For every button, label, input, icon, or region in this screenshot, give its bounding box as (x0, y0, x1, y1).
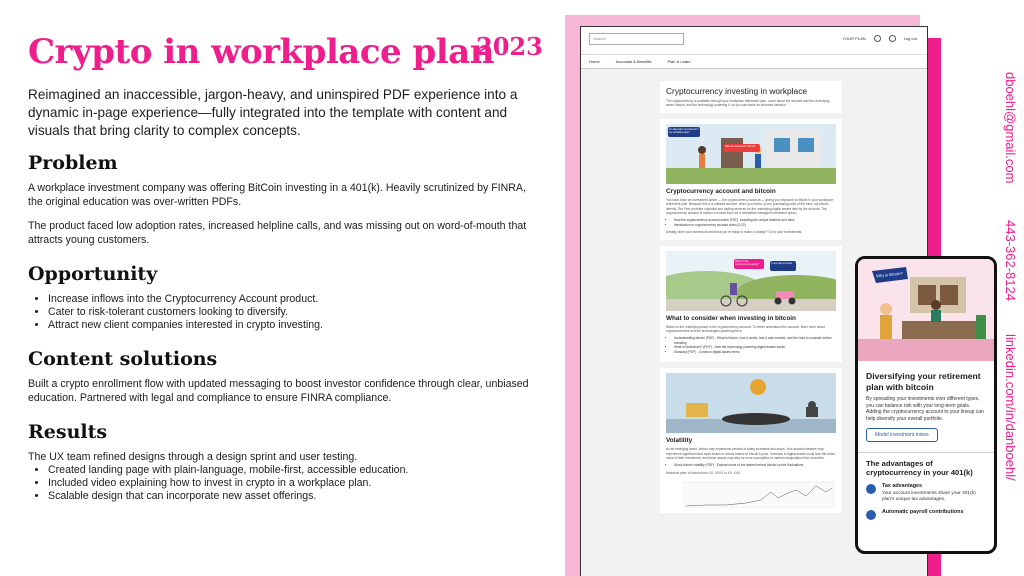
opportunity-heading: Opportunity (28, 263, 158, 285)
link-item[interactable]: • Understanding bitcoin (PDF) - What is bitcoin, how it works, how it was created, and the risks to consider before investing (674, 336, 836, 345)
page-content (660, 81, 842, 519)
opportunity-list (42, 293, 522, 332)
link-item[interactable]: • About bitcoin volatility (PDF) - Explore some of the factors behind bitcoin's price fluctuations (674, 463, 836, 467)
list-item (866, 509, 986, 520)
content-title: Cryptocurrency investing in workplace (666, 86, 808, 96)
mobile-subheading: The advantages of cryptocurrency in your 401(k) (866, 459, 973, 478)
intro-text: Reimagined an inaccessible, jargon-heavy, and uninspired PDF experience into a dynamic in-page experience—fully integrated into the template with content and visuals that bring clarity to complex concepts. (28, 87, 518, 138)
payroll-icon (866, 510, 876, 520)
results-list (42, 464, 522, 503)
item-title: Automatic payroll contributions (882, 509, 964, 516)
section-title: What to consider when investing in bitcoin (666, 314, 796, 322)
list-item: • Scalable design that can incorporate new asset offerings. (48, 490, 522, 503)
link-item[interactable]: • How the cryptocurrency account works (PDF), including the unique features and risks (674, 218, 836, 222)
search-input[interactable]: Search (589, 33, 684, 45)
nav-home[interactable]: Home (589, 59, 600, 64)
list-item: • Attract new client companies interested in crypto investing. (48, 319, 522, 332)
results-heading: Results (28, 421, 108, 443)
chat-icon[interactable] (874, 35, 881, 42)
problem-text-2: The product faced low adoption rates, increased helpline calls, and was missing out on word-of-mouth that attracts young customers. (28, 220, 527, 246)
section-volatility (660, 368, 842, 513)
page-title: Crypto in workplace plan (28, 32, 494, 72)
browser-header (581, 27, 927, 55)
speech-bubble: Where is the cryptocurrency going? (735, 259, 759, 266)
email-link[interactable]: dboehl@gmail.com (1003, 72, 1018, 184)
section-text: You have have an investment option — the cryptocurrency account — giving you exposure to bitcoin in your workplace retirement plan. Because this is a unitized account, when you invest, you're purchasing units of the fund, not bitcoin directly. The Firm provides custodial and trading services for the underlying digital assets held by the account. The cryptocurrency account is neither a mutual fund nor a diversified managed investment option. (666, 197, 834, 216)
linkedin-link[interactable]: linkedin.com/in/danboehl/ (1003, 334, 1018, 481)
year-label: 2023 (476, 32, 543, 61)
nav-accounts[interactable]: Accounts & Benefits (615, 59, 652, 64)
section-text: As an emerging asset, bitcoin may experience periods of sharp increases and drops. Your account balance may experience significant and rapid losses in values based on bitcoin's price. Investors in digital assets could lose the entire value of their investment, and these assets may also be more susceptible to market manipulation than securities. (666, 447, 836, 460)
profile-icon[interactable] (889, 35, 896, 42)
section-crypto-account (660, 119, 842, 240)
title-card (660, 81, 842, 113)
solutions-text: Built a crypto enrollment flow with updated messaging to boost investor confidence through clear, unbiased education. Partnered with legal and compliance to ensure FINRA compliance. (28, 378, 529, 404)
phone-number[interactable]: 443-362-8124 (1003, 220, 1018, 301)
header-actions (843, 35, 917, 42)
solutions-heading: Content solutions (28, 348, 218, 370)
list-item (866, 483, 986, 503)
link-item[interactable]: • What is blockchain? (PDF) - How the technology powering digital assets works (674, 345, 836, 349)
content-intro: The cryptocurrency is available through your workplace retirement plan. Learn about the account and the underlying asset, bitcoin, and the technology powering it, so you can make an informed decision. (666, 99, 830, 108)
speech-bubble: Now we can invest in bitcoin! (725, 144, 756, 148)
list-item: • Included video explaining how to invest in crypto in a workplace plan. (48, 477, 522, 490)
results-text: The UX team refined designs through a design sprint and user testing. (28, 451, 358, 463)
problem-heading: Problem (28, 152, 118, 174)
list-item: • Cater to risk-tolerant customers looking to diversify. (48, 306, 522, 319)
browser-nav (581, 55, 927, 69)
mobile-text: By spreading your investments over different types, you can balance risk with your long-term goals. Adding the cryptocurrency account to your lineup can help diversify your overall portfolio. (866, 396, 984, 422)
speech-bubble: An alternative investment in my workplace plan! (669, 127, 699, 134)
chart-caption: Historical price of bitcoin from XX, XXXX to XX, XXX (666, 470, 741, 475)
tax-icon (866, 484, 876, 494)
list-item: • Created landing page with plain-language, mobile-first, accessible education. (48, 464, 522, 477)
item-title: Tax advantages (882, 483, 923, 490)
section-text: Bitcoin is the underlying asset in the cryptocurrency account. To better understand the account, learn more about cryptocurrencies and the technologies powering them. (666, 324, 825, 334)
illustration-trampoline (666, 373, 836, 433)
contact-info (1003, 72, 1023, 552)
section-title: Volatility (666, 437, 693, 445)
list-item: • Increase inflows into the Cryptocurrency Account product. (48, 293, 522, 306)
divider (858, 452, 994, 453)
mobile-mockup (855, 256, 997, 554)
speech-bubble: A new way to invest (771, 261, 792, 265)
section-title: Cryptocurrency account and bitcoin (666, 187, 776, 195)
illustration-cyclists (666, 251, 836, 311)
illustration-people-buildings (666, 124, 836, 184)
your-plan-link[interactable]: YOUR PLAN (842, 36, 866, 41)
mobile-title: Diversifying your retirement plan with bitcoin (866, 371, 981, 392)
speech-bubble: Why is bitcoin? (875, 270, 904, 279)
section-considerations (660, 246, 842, 362)
model-investment-button[interactable]: Model investment mixes (866, 428, 938, 442)
link-item[interactable]: • Glossary (PDF) - Common digital assets terms (674, 350, 836, 354)
link-list (674, 218, 836, 227)
price-chart (666, 478, 836, 508)
cta-text[interactable]: Already done your homework and think you're ready to make a change? Go to your investments. (666, 230, 803, 235)
price-chart-graphic (666, 478, 836, 508)
link-list (674, 463, 836, 467)
item-desc: Your account investments share your 401(k) plan's unique tax advantages. (882, 491, 976, 503)
nav-plan-learn[interactable]: Plan & Learn (667, 59, 691, 64)
illustration-shop (858, 259, 994, 361)
problem-text-1: A workplace investment company was offering BitCoin investing in a 401(k). Heavily scrutinized by FINRA, the original education was over-written PDFs. (28, 182, 526, 208)
link-item[interactable]: • Introduction to cryptocurrency account video (2:22) (674, 223, 836, 227)
link-list (674, 336, 836, 354)
logout-link[interactable]: Log out (903, 36, 917, 41)
